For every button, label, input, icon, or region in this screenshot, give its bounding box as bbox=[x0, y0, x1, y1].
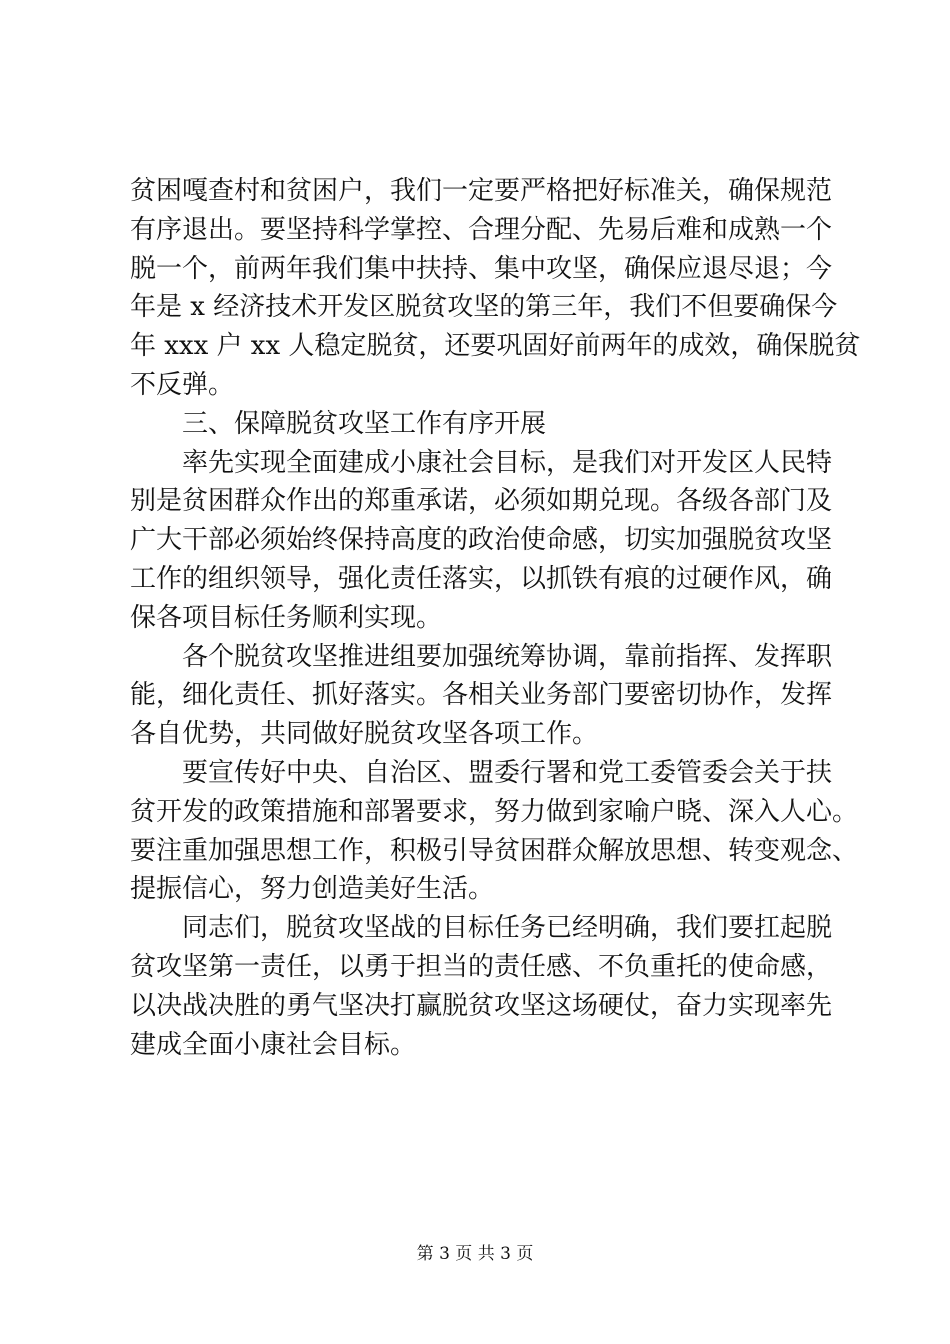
text-line: 脱一个，前两年我们集中扶持、集中攻坚，确保应退尽退；今 bbox=[130, 253, 833, 284]
text-line: 要注重加强思想工作，积极引导贫困群众解放思想、转变观念、 bbox=[130, 835, 859, 866]
text-line: 不反弹。 bbox=[130, 369, 235, 400]
text-line: 贫困嘎查村和贫困户，我们一定要严格把好标准关，确保规范 bbox=[130, 176, 833, 206]
page-number: 第 3 页 共 3 页 bbox=[416, 1244, 534, 1264]
text-line: 各个脱贫攻坚推进组要加强统筹协调，靠前指挥、发挥职 bbox=[182, 641, 833, 672]
text-line: 率先实现全面建成小康社会目标，是我们对开发区人民特 bbox=[182, 447, 833, 478]
text-line: 以决战决胜的勇气坚决打赢脱贫攻坚这场硬仗，奋力实现率先 bbox=[130, 990, 833, 1021]
text-line: 能，细化责任、抓好落实。各相关业务部门要密切协作，发挥 bbox=[130, 680, 833, 711]
text-line: 保各项目标任务顺利实现。 bbox=[130, 602, 443, 633]
text-line: 同志们，脱贫攻坚战的目标任务已经明确，我们要扛起脱 bbox=[182, 913, 833, 944]
text-line: 别是贫困群众作出的郑重承诺，必须如期兑现。各级各部门及 bbox=[130, 486, 833, 517]
text-line: 贫开发的政策措施和部署要求，努力做到家喻户晓、深入人心。 bbox=[130, 796, 859, 827]
text-line: 工作的组织领导，强化责任落实，以抓铁有痕的过硬作风，确 bbox=[130, 563, 833, 594]
text-line: 建成全面小康社会目标。 bbox=[130, 1029, 417, 1060]
text-line: 提振信心，努力创造美好生活。 bbox=[130, 874, 495, 905]
text-line: 年是 x 经济技术开发区脱贫攻坚的第三年，我们不但要确保今 bbox=[130, 292, 838, 323]
text-line: 有序退出。要坚持科学掌控、合理分配、先易后难和成熟一个 bbox=[130, 214, 833, 245]
section-heading: 三、保障脱贫攻坚工作有序开展 bbox=[182, 408, 547, 439]
text-line: 广大干部必须始终保持高度的政治使命感，切实加强脱贫攻坚 bbox=[130, 525, 833, 556]
text-line: 贫攻坚第一责任，以勇于担当的责任感、不负重托的使命感， bbox=[130, 951, 833, 982]
text-line: 要宣传好中央、自治区、盟委行署和党工委管委会关于扶 bbox=[182, 757, 833, 788]
text-line: 年 xxx 户 xx 人稳定脱贫，还要巩固好前两年的成效，确保脱贫 bbox=[130, 331, 861, 362]
document-body bbox=[130, 172, 861, 1064]
page-footer bbox=[0, 1242, 950, 1266]
text-line: 各自优势，共同做好脱贫攻坚各项工作。 bbox=[130, 719, 599, 750]
